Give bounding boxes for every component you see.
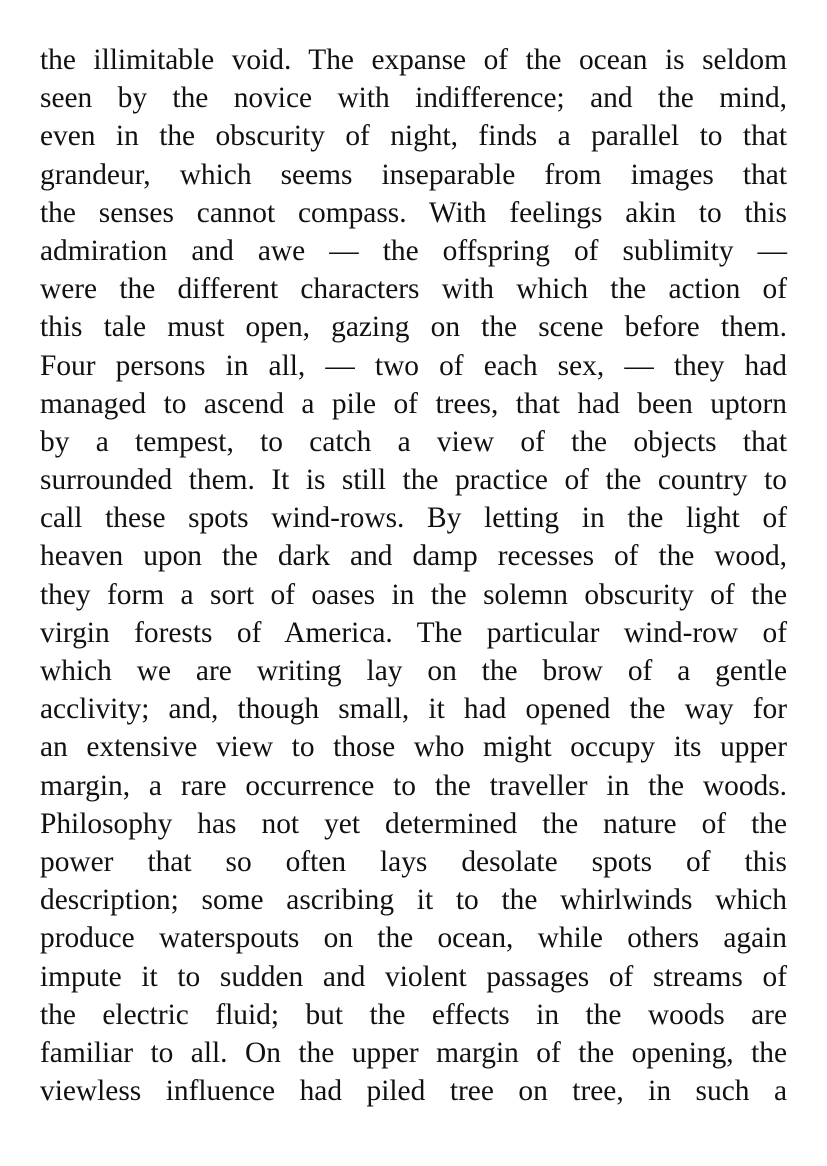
text-line: seen by the novice with indifference; and the mind, [40, 82, 787, 115]
text-line: viewless influence had piled tree on tree, in such a [40, 1075, 787, 1108]
text-line: managed to ascend a pile of trees, that had been uptorn [40, 387, 787, 420]
text-line: even in the obscurity of night, finds a parallel to that [40, 120, 787, 153]
paragraph [40, 41, 787, 1110]
text-line: surrounded them. It is still the practice of the country to [40, 464, 787, 497]
text-line: call these spots wind-rows. By letting in the light of [40, 502, 787, 535]
text-line: this tale must open, gazing on the scene before them. [40, 311, 787, 344]
text-line: virgin forests of America. The particular wind-row of [40, 616, 787, 649]
text-line: the electric fluid; but the effects in the woods are [40, 998, 787, 1031]
text-line: power that so often lays desolate spots of this [40, 845, 787, 878]
text-line: grandeur, which seems inseparable from images that [40, 158, 787, 191]
text-line: acclivity; and, though small, it had opened the way for [40, 693, 787, 726]
text-line: produce waterspouts on the ocean, while others again [40, 922, 787, 955]
text-line: the illimitable void. The expanse of the ocean is seldom [40, 44, 787, 76]
text-line: they form a sort of oases in the solemn obscurity of the [40, 578, 787, 611]
text-line: impute it to sudden and violent passages of streams of [40, 960, 787, 993]
text-line: margin, a rare occurrence to the traveller in the woods. [40, 769, 787, 802]
text-line: heaven upon the dark and damp recesses of the wood, [40, 540, 787, 573]
text-line: the senses cannot compass. With feelings akin to this [40, 196, 787, 229]
text-line: description; some ascribing it to the whirlwinds which [40, 884, 787, 917]
text-line: familiar to all. On the upper margin of the opening, the [40, 1036, 787, 1069]
text-line: were the different characters with which the action of [40, 273, 787, 306]
text-line: by a tempest, to catch a view of the objects that [40, 425, 787, 458]
text-line: Four persons in all, — two of each sex, — they had [40, 349, 787, 382]
text-line: admiration and awe — the offspring of sublimity — [40, 234, 787, 267]
text-line: an extensive view to those who might occupy its upper [40, 731, 787, 764]
text-line: which we are writing lay on the brow of a gentle [40, 655, 787, 687]
text-page [40, 41, 787, 1110]
text-line: Philosophy has not yet determined the nature of the [40, 807, 787, 840]
